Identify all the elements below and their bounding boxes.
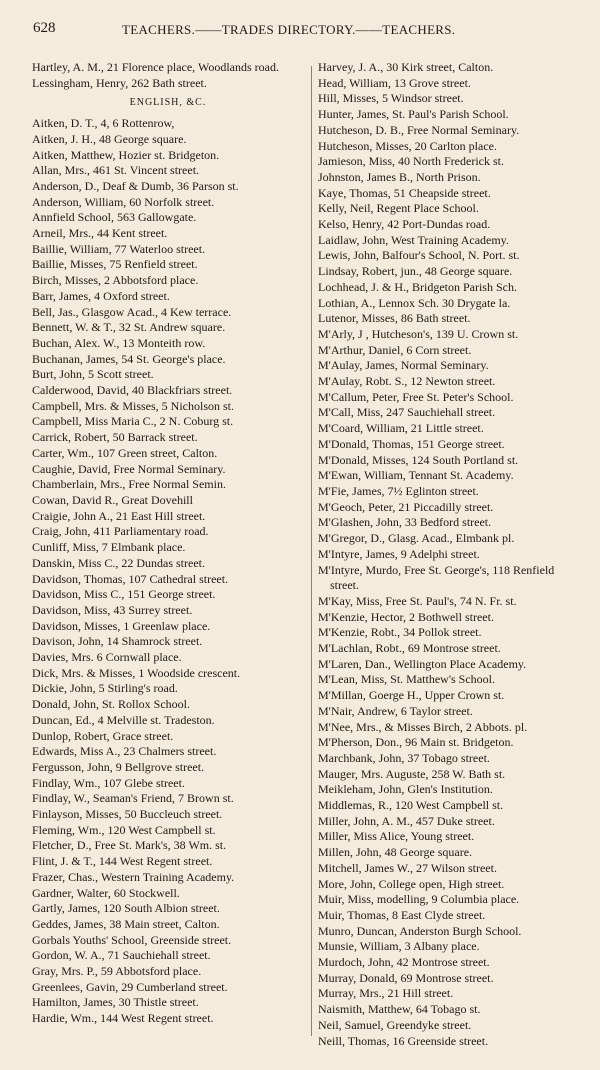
directory-entry: M'Call, Miss, 247 Sauchiehall street.: [318, 405, 496, 420]
directory-entry: Muir, Miss, modelling, 9 Columbia place.: [318, 892, 520, 907]
directory-entry: M'Kenzie, Robt., 34 Pollok street.: [318, 625, 482, 640]
directory-entry: Head, William, 13 Grove street.: [318, 75, 471, 90]
directory-entry: M'Arly, J , Hutcheson's, 139 U. Crown st.: [318, 326, 519, 341]
directory-entry: Gardner, Walter, 60 Stockwell.: [32, 885, 180, 900]
directory-entry: M'Arthur, Daniel, 6 Corn street.: [318, 342, 472, 357]
directory-entry: M'Glashen, John, 33 Bedford street.: [318, 515, 492, 530]
directory-entry: Birch, Misses, 2 Abbotsford place.: [32, 273, 199, 288]
directory-entry: Anderson, D., Deaf & Dumb, 36 Parson st.: [32, 178, 239, 193]
directory-entry: Craigie, John A., 21 East Hill street.: [32, 508, 206, 523]
page-number: 628: [33, 20, 56, 36]
directory-entry: M'Aulay, Robt. S., 12 Newton street.: [318, 374, 496, 389]
directory-entry: Baillie, William, 77 Waterloo street.: [32, 241, 206, 256]
directory-entry: M'Lean, Miss, St. Matthew's School.: [318, 672, 495, 687]
directory-entry: Dickie, John, 5 Stirling's road.: [32, 681, 178, 696]
directory-entry: Gorbals Youths' School, Greenside street.: [32, 932, 232, 947]
directory-entry: Aitken, D. T., 4, 6 Rottenrow,: [32, 116, 175, 131]
directory-entry: Jamieson, Miss, 40 North Frederick st.: [318, 154, 504, 169]
directory-entry: M'Fie, James, 7½ Eglinton street.: [318, 483, 479, 498]
directory-entry: Danskin, Miss C., 22 Dundas street.: [32, 555, 205, 570]
directory-entry: Mauger, Mrs. Auguste, 258 W. Bath st.: [318, 766, 506, 781]
directory-entry: Fergusson, John, 9 Bellgrove street.: [32, 759, 205, 774]
directory-entry: Campbell, Miss Maria C., 2 N. Coburg st.: [32, 414, 234, 429]
directory-entry: Lothian, A., Lennox Sch. 30 Drygate la.: [318, 295, 511, 310]
running-title: TEACHERS.——TRADES DIRECTORY.——TEACHERS.: [122, 22, 456, 37]
directory-entry: Baillie, Misses, 75 Renfield street.: [32, 257, 198, 272]
directory-entry: Meikleham, John, Glen's Institution.: [318, 782, 493, 797]
directory-entry: Anderson, William, 60 Norfolk street.: [32, 194, 215, 209]
left-entry-list: [32, 116, 304, 1027]
directory-entry: Hill, Misses, 5 Windsor street.: [318, 91, 464, 106]
section-heading: ENGLISH, &C.: [129, 97, 207, 109]
directory-entry: Kaye, Thomas, 51 Cheapside street.: [318, 185, 491, 200]
directory-entry: Naismith, Matthew, 64 Tobago st.: [318, 1002, 481, 1017]
right-column: [318, 60, 580, 1049]
directory-entry: More, John, College open, High street.: [318, 876, 505, 891]
directory-entry: Neil, Samuel, Greendyke street.: [318, 1017, 472, 1032]
directory-entry: Dunlop, Robert, Grace street.: [32, 728, 174, 743]
directory-entry: M'Millan, Goerge H., Upper Crown st.: [318, 688, 505, 703]
directory-entry: M'Aulay, James, Normal Seminary.: [318, 358, 489, 373]
directory-entry: Johnston, James B., North Prison.: [318, 169, 481, 184]
directory-entry: Hutcheson, Misses, 20 Carlton place.: [318, 138, 497, 153]
directory-entry: Hamilton, James, 30 Thistle street.: [32, 995, 199, 1010]
page-header: [0, 20, 600, 44]
directory-entry: Kelly, Neil, Regent Place School.: [318, 201, 479, 216]
directory-entry: Gray, Mrs. P., 59 Abbotsford place.: [32, 964, 202, 979]
directory-entry: Geddes, James, 38 Main street, Calton.: [32, 916, 220, 931]
directory-entry: Aitken, Matthew, Hozier st. Bridgeton.: [32, 147, 220, 162]
directory-entry: M'Nee, Mrs., & Misses Birch, 2 Abbots. pl.: [318, 719, 528, 734]
directory-entry: Bennett, W. & T., 32 St. Andrew square.: [32, 320, 226, 335]
directory-entry: Bell, Jas., Glasgow Acad., 4 Kew terrace.: [32, 304, 232, 319]
directory-entry: Lewis, John, Balfour's School, N. Port. st.: [318, 248, 520, 263]
directory-entry: Laidlaw, John, West Training Academy.: [318, 232, 509, 247]
directory-entry: Hartley, A. M., 21 Florence place, Woodlands road.: [32, 60, 279, 74]
directory-entry: Davidson, Miss C., 151 George street.: [32, 587, 216, 602]
directory-entry: M'Kenzie, Hector, 2 Bothwell street.: [318, 609, 494, 624]
directory-entry: Allan, Mrs., 461 St. Vincent street.: [32, 163, 200, 178]
directory-entry: Donald, John, St. Rollox School.: [32, 697, 191, 712]
directory-entry: M'Gregor, D., Glasg. Acad., Elmbank pl.: [318, 531, 515, 546]
directory-entry: Edwards, Miss A., 23 Chalmers street.: [32, 744, 217, 759]
directory-entry: Davison, John, 14 Shamrock street.: [32, 634, 203, 649]
directory-entry: M'Laren, Dan., Wellington Place Academy.: [318, 656, 527, 671]
directory-entry: Carter, Wm., 107 Green street, Calton.: [32, 445, 218, 460]
directory-entry: Calderwood, David, 40 Blackfriars street.: [32, 383, 233, 398]
directory-entry: M'Kay, Miss, Free St. Paul's, 74 N. Fr. st.: [318, 593, 517, 608]
directory-entry: M'Coard, William, 21 Little street.: [318, 421, 484, 436]
directory-entry: Mitchell, James W., 27 Wilson street.: [318, 860, 497, 875]
directory-entry: M'Nair, Andrew, 6 Taylor street.: [318, 703, 473, 718]
directory-entry: Murray, Mrs., 21 Hill street.: [318, 986, 454, 1001]
directory-entry: Findlay, W., Seaman's Friend, 7 Brown st.: [32, 791, 234, 806]
directory-entry: M'Geoch, Peter, 21 Piccadilly street.: [318, 499, 494, 514]
directory-entry: M'Lachlan, Robt., 69 Montrose street.: [318, 641, 501, 656]
directory-entry: Buchanan, James, 54 St. George's place.: [32, 351, 226, 366]
directory-entry: Miller, John, A. M., 457 Duke street.: [318, 813, 495, 828]
directory-entry: Murdoch, John, 42 Montrose street.: [318, 955, 490, 970]
directory-entry: Davidson, Thomas, 107 Cathedral street.: [32, 571, 229, 586]
directory-entry: Duncan, Ed., 4 Melville st. Tradeston.: [32, 712, 215, 727]
directory-entry: Flint, J. & T., 144 West Regent street.: [32, 854, 213, 869]
directory-entry: Cunliff, Miss, 7 Elmbank place.: [32, 540, 186, 555]
directory-entry: Barr, James, 4 Oxford street.: [32, 288, 170, 303]
directory-entry: Finlayson, Misses, 50 Buccleuch street.: [32, 807, 223, 822]
directory-entry: M'Donald, Misses, 124 South Portland st.: [318, 452, 519, 467]
directory-entry: Caughie, David, Free Normal Seminary.: [32, 461, 226, 476]
directory-entry: M'Donald, Thomas, 151 George street.: [318, 436, 505, 451]
directory-entry: Munsie, William, 3 Albany place.: [318, 939, 480, 954]
directory-entry: M'Intyre, James, 9 Adelphi street.: [318, 546, 480, 561]
directory-entry: Hardie, Wm., 144 West Regent street.: [32, 1011, 214, 1026]
directory-entry: Burt, John, 5 Scott street.: [32, 367, 154, 382]
directory-entry: Middlemas, R., 120 West Campbell st.: [318, 798, 504, 813]
directory-entry: Aitken, J. H., 48 George square.: [32, 131, 187, 146]
directory-entry: Chamberlain, Mrs., Free Normal Semin.: [32, 477, 226, 492]
directory-entry: Davidson, Misses, 1 Greenlaw place.: [32, 618, 211, 633]
directory-entry: Gordon, W. A., 71 Sauchiehall street.: [32, 948, 211, 963]
directory-entry: Gartly, James, 120 South Albion street.: [32, 901, 220, 916]
directory-entry: Fletcher, D., Free St. Mark's, 38 Wm. st.: [32, 838, 227, 853]
directory-entry: Hutcheson, D. B., Free Normal Seminary.: [318, 122, 520, 137]
directory-entry: M'Pherson, Don., 96 Main st. Bridgeton.: [318, 735, 514, 750]
directory-entry: Arneil, Mrs., 44 Kent street.: [32, 226, 168, 241]
directory-entry: Davidson, Miss, 43 Surrey street.: [32, 602, 193, 617]
directory-entry: Cowan, David R., Great Dovehill: [32, 492, 193, 507]
directory-entry: Frazer, Chas., Western Training Academy.: [32, 869, 235, 884]
left-column: [32, 60, 304, 1027]
directory-entry: Craig, John, 411 Parliamentary road.: [32, 524, 209, 539]
directory-entry: M'Ewan, William, Tennant St. Academy.: [318, 468, 514, 483]
directory-entry: M'Callum, Peter, Free St. Peter's School.: [318, 389, 514, 404]
directory-entry: Buchan, Alex. W., 13 Monteith row.: [32, 335, 206, 350]
directory-entry: Davies, Mrs. 6 Cornwall place.: [32, 650, 182, 665]
directory-entry: Campbell, Mrs. & Misses, 5 Nicholson st.: [32, 398, 235, 413]
directory-entry: Murray, Donald, 69 Montrose street.: [318, 970, 494, 985]
directory-entry: Lindsay, Robert, jun., 48 George square.: [318, 264, 513, 279]
directory-entry: M'Intyre, Murdo, Free St. George's, 118 Renfield street.: [318, 562, 555, 593]
directory-entry: Greenlees, Gavin, 29 Cumberland street.: [32, 979, 228, 994]
directory-entry: Millen, John, 48 George square.: [318, 845, 473, 860]
directory-entry: Hunter, James, St. Paul's Parish School.: [318, 107, 509, 122]
directory-entry: Lochhead, J. & H., Bridgeton Parish Sch.: [318, 279, 517, 294]
directory-entry: Lessingham, Henry, 262 Bath street.: [32, 75, 207, 90]
directory-entry: Marchbank, John, 37 Tobago street.: [318, 750, 490, 765]
directory-entry: Carrick, Robert, 50 Barrack street.: [32, 430, 198, 445]
directory-entry: Dick, Mrs. & Misses, 1 Woodside crescent.: [32, 665, 241, 680]
directory-entry: Miller, Miss Alice, Young street.: [318, 829, 475, 844]
directory-entry: Fleming, Wm., 120 West Campbell st.: [32, 822, 216, 837]
directory-entry: Neill, Thomas, 16 Greenside street.: [318, 1033, 489, 1048]
directory-entry: Annfield School, 563 Gallowgate.: [32, 210, 197, 225]
directory-entry: Harvey, J. A., 30 Kirk street, Calton.: [318, 60, 494, 74]
directory-entry: Lutenor, Misses, 86 Bath street.: [318, 311, 471, 326]
right-entry-list: [318, 60, 580, 1049]
directory-entry: Muir, Thomas, 8 East Clyde street.: [318, 907, 486, 922]
directory-entry: Findlay, Wm., 107 Glebe street.: [32, 775, 185, 790]
directory-columns: [0, 60, 600, 1050]
directory-entry: Kelso, Henry, 42 Port-Dundas road.: [318, 217, 491, 232]
directory-entry: Munro, Duncan, Anderston Burgh School.: [318, 923, 522, 938]
